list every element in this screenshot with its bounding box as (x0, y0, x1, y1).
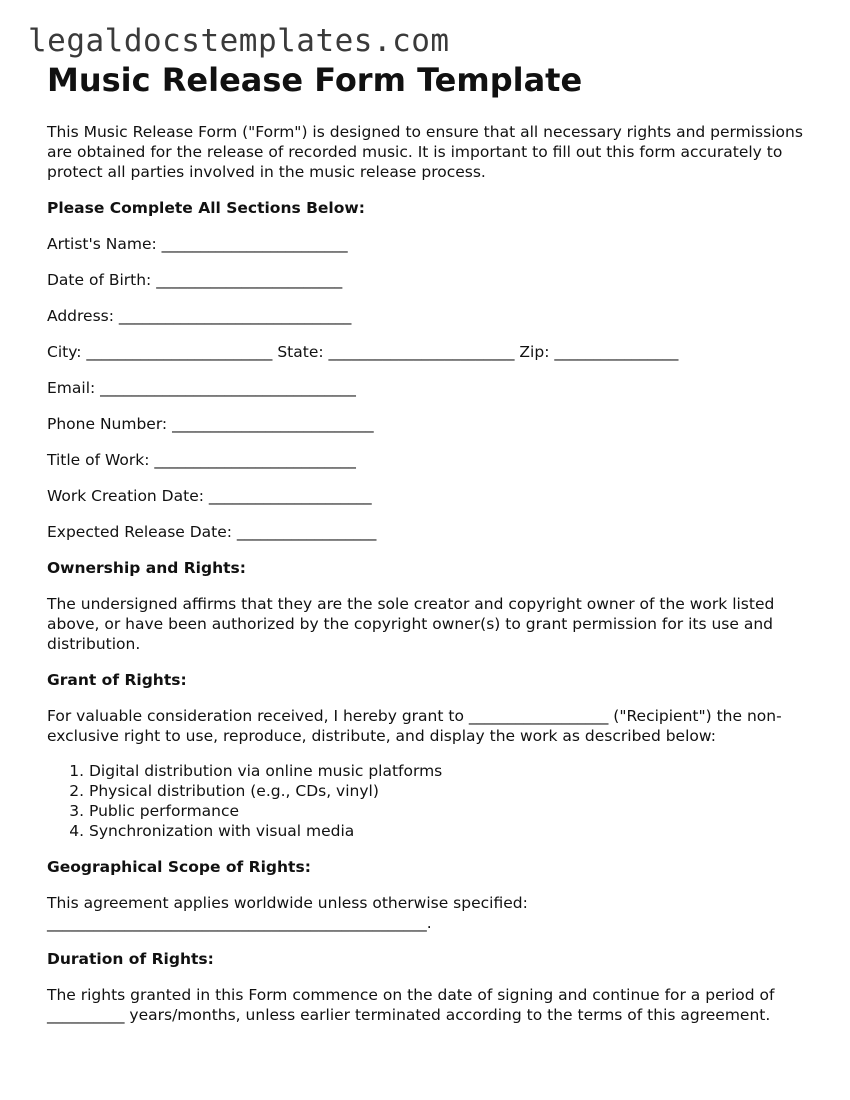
duration-heading: Duration of Rights: (47, 950, 214, 968)
list-item: 3. Public performance (89, 801, 817, 821)
intro-paragraph: This Music Release Form ("Form") is designed to ensure that all necessary rights and permissions are obtained for the release of recorded music. It is important to fill out this form accurately to protect all parties involved in the music release process. (47, 123, 803, 181)
site-watermark: legaldocstemplates.com (28, 23, 450, 59)
rights-list (47, 761, 817, 841)
grant-heading: Grant of Rights: (47, 671, 187, 689)
list-item: 2. Physical distribution (e.g., CDs, vinyl) (89, 781, 817, 801)
grant-paragraph: For valuable consideration received, I hereby grant to __________________ ("Recipient") the non-exclusive right to use, reproduce, distribute, and display the work as described below: (47, 707, 782, 745)
address-field[interactable]: Address: ______________________________ (47, 307, 352, 325)
ownership-paragraph: The undersigned affirms that they are the sole creator and copyright owner of the work listed above, or have been authorized by the copyright owner(s) to grant permission for its use and distribution. (47, 595, 775, 653)
list-item: 4. Synchronization with visual media (89, 821, 817, 841)
email-field[interactable]: Email: _________________________________ (47, 379, 356, 397)
complete-sections-heading: Please Complete All Sections Below: (47, 199, 365, 217)
duration-paragraph: The rights granted in this Form commence on the date of signing and continue for a period of __________ years/months, unless earlier terminated according to the terms of this agreement. (47, 986, 775, 1024)
page-title: Music Release Form Template (47, 61, 583, 99)
geographical-scope-heading: Geographical Scope of Rights: (47, 858, 311, 876)
expected-release-date-field[interactable]: Expected Release Date: __________________ (47, 523, 377, 541)
ownership-heading: Ownership and Rights: (47, 559, 246, 577)
date-of-birth-field[interactable]: Date of Birth: ________________________ (47, 271, 343, 289)
work-creation-date-field[interactable]: Work Creation Date: _____________________ (47, 487, 372, 505)
city-state-zip-field[interactable]: City: ________________________ State: ________________________ Zip: ________________ (47, 343, 679, 361)
document-page (47, 60, 817, 1025)
title-of-work-field[interactable]: Title of Work: __________________________ (47, 451, 356, 469)
list-item: 1. Digital distribution via online music platforms (89, 761, 817, 781)
artist-name-field[interactable]: Artist's Name: ________________________ (47, 235, 348, 253)
geographical-scope-paragraph (47, 893, 817, 933)
phone-number-field[interactable]: Phone Number: __________________________ (47, 415, 374, 433)
geographical-scope-text: This agreement applies worldwide unless otherwise specified: (47, 894, 528, 912)
geographical-scope-blank[interactable]: _________________________________________________. (47, 914, 432, 932)
